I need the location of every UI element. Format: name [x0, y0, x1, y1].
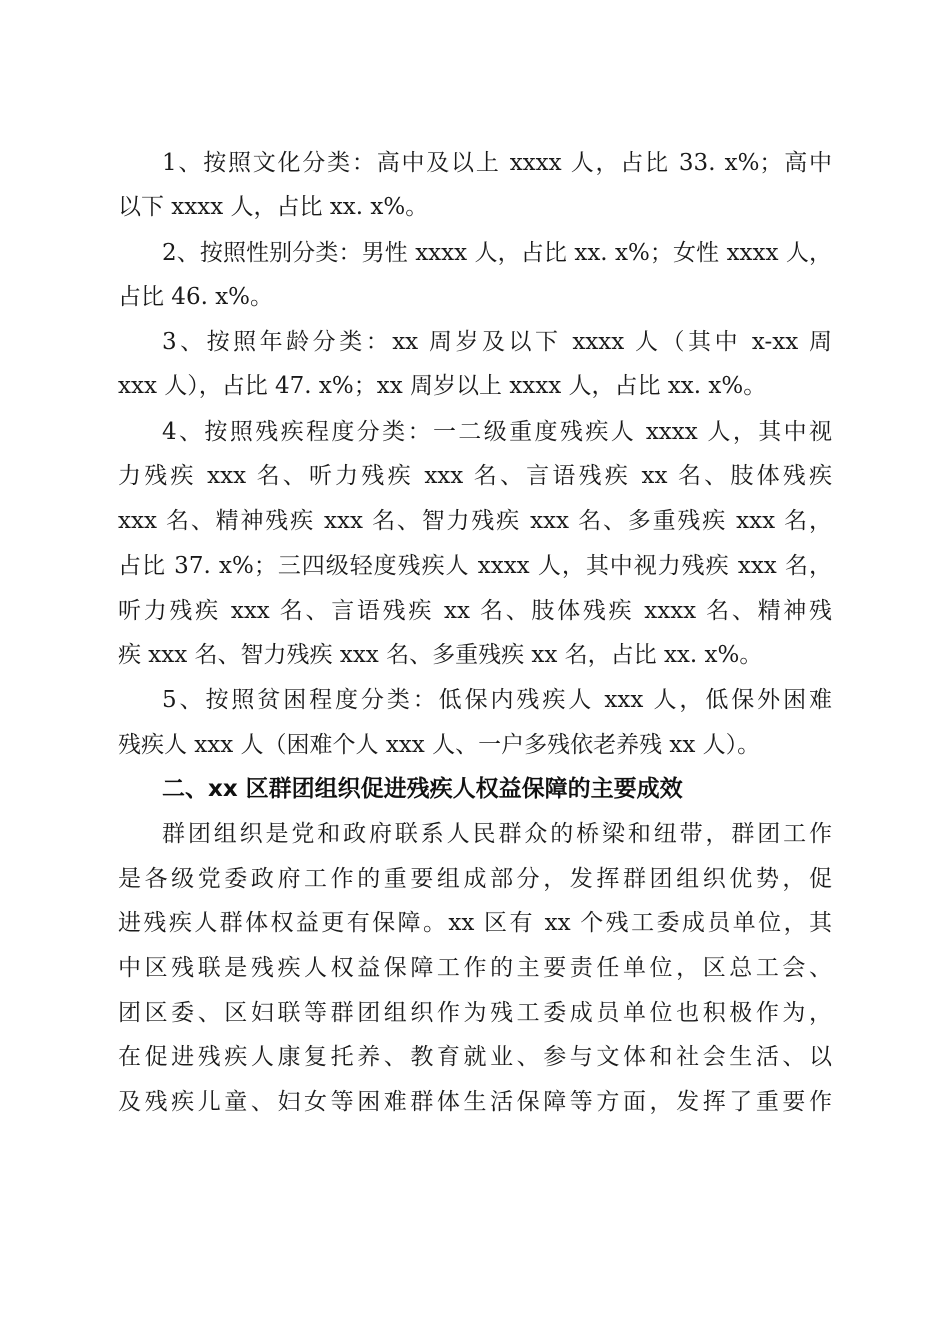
paragraph-4-line-1: 4、按照残疾程度分类：一二级重度残疾人 xxxx 人，其中视 — [162, 419, 832, 445]
paragraph-4-line-2: 力残疾 xxx 名、听力残疾 xxx 名、言语残疾 xx 名、肢体残疾 — [118, 463, 832, 489]
paragraph-4-line-6: 疾 xxx 名、智力残疾 xxx 名、多重残疾 xx 名，占比 xx. x%。 — [118, 642, 763, 668]
body-line-3: 进残疾人群体权益更有保障。xx 区有 xx 个残工委成员单位，其 — [118, 910, 832, 936]
body-line-7: 及残疾儿童、妇女等困难群体生活保障等方面，发挥了重要作 — [118, 1089, 832, 1115]
body-line-6: 在促进残疾人康复托养、教育就业、参与文体和社会生活、以 — [118, 1044, 832, 1070]
section-heading: 二、xx 区群团组织促进残疾人权益保障的主要成效 — [162, 776, 683, 802]
paragraph-5-line-2: 残疾人 xxx 人（困难个人 xxx 人、一户多残依老养残 xx 人）。 — [118, 732, 761, 758]
paragraph-4-line-4: 占比 37. x%；三四级轻度残疾人 xxxx 人，其中视力残疾 xxx 名， — [118, 553, 832, 579]
paragraph-3-line-2: xxx 人），占比 47. x%；xx 周岁以上 xxxx 人，占比 xx. x%。 — [118, 373, 767, 399]
paragraph-2-line-1: 2、按照性别分类：男性 xxxx 人，占比 xx. x%；女性 xxxx 人， — [162, 240, 832, 266]
body-line-5: 团区委、区妇联等群团组织作为残工委成员单位也积极作为， — [118, 1000, 832, 1026]
paragraph-4-line-5: 听力残疾 xxx 名、言语残疾 xx 名、肢体残疾 xxxx 名、精神残 — [118, 598, 832, 624]
body-line-1: 群团组织是党和政府联系人民群众的桥梁和纽带，群团工作 — [162, 821, 832, 847]
paragraph-3-line-1: 3、按照年龄分类：xx 周岁及以下 xxxx 人（其中 x-xx 周 — [162, 329, 832, 355]
paragraph-4-line-3: xxx 名、精神残疾 xxx 名、智力残疾 xxx 名、多重残疾 xxx 名， — [118, 508, 832, 534]
paragraph-2-line-2: 占比 46. x%。 — [118, 284, 274, 310]
body-line-2: 是各级党委政府工作的重要组成部分，发挥群团组织优势，促 — [118, 866, 832, 892]
body-line-4: 中区残联是残疾人权益保障工作的主要责任单位，区总工会、 — [118, 955, 832, 981]
paragraph-5-line-1: 5、按照贫困程度分类：低保内残疾人 xxx 人，低保外困难 — [162, 687, 832, 713]
paragraph-1-line-2: 以下 xxxx 人，占比 xx. x%。 — [118, 194, 429, 220]
paragraph-1-line-1: 1、按照文化分类：高中及以上 xxxx 人，占比 33. x%；高中 — [162, 150, 832, 176]
